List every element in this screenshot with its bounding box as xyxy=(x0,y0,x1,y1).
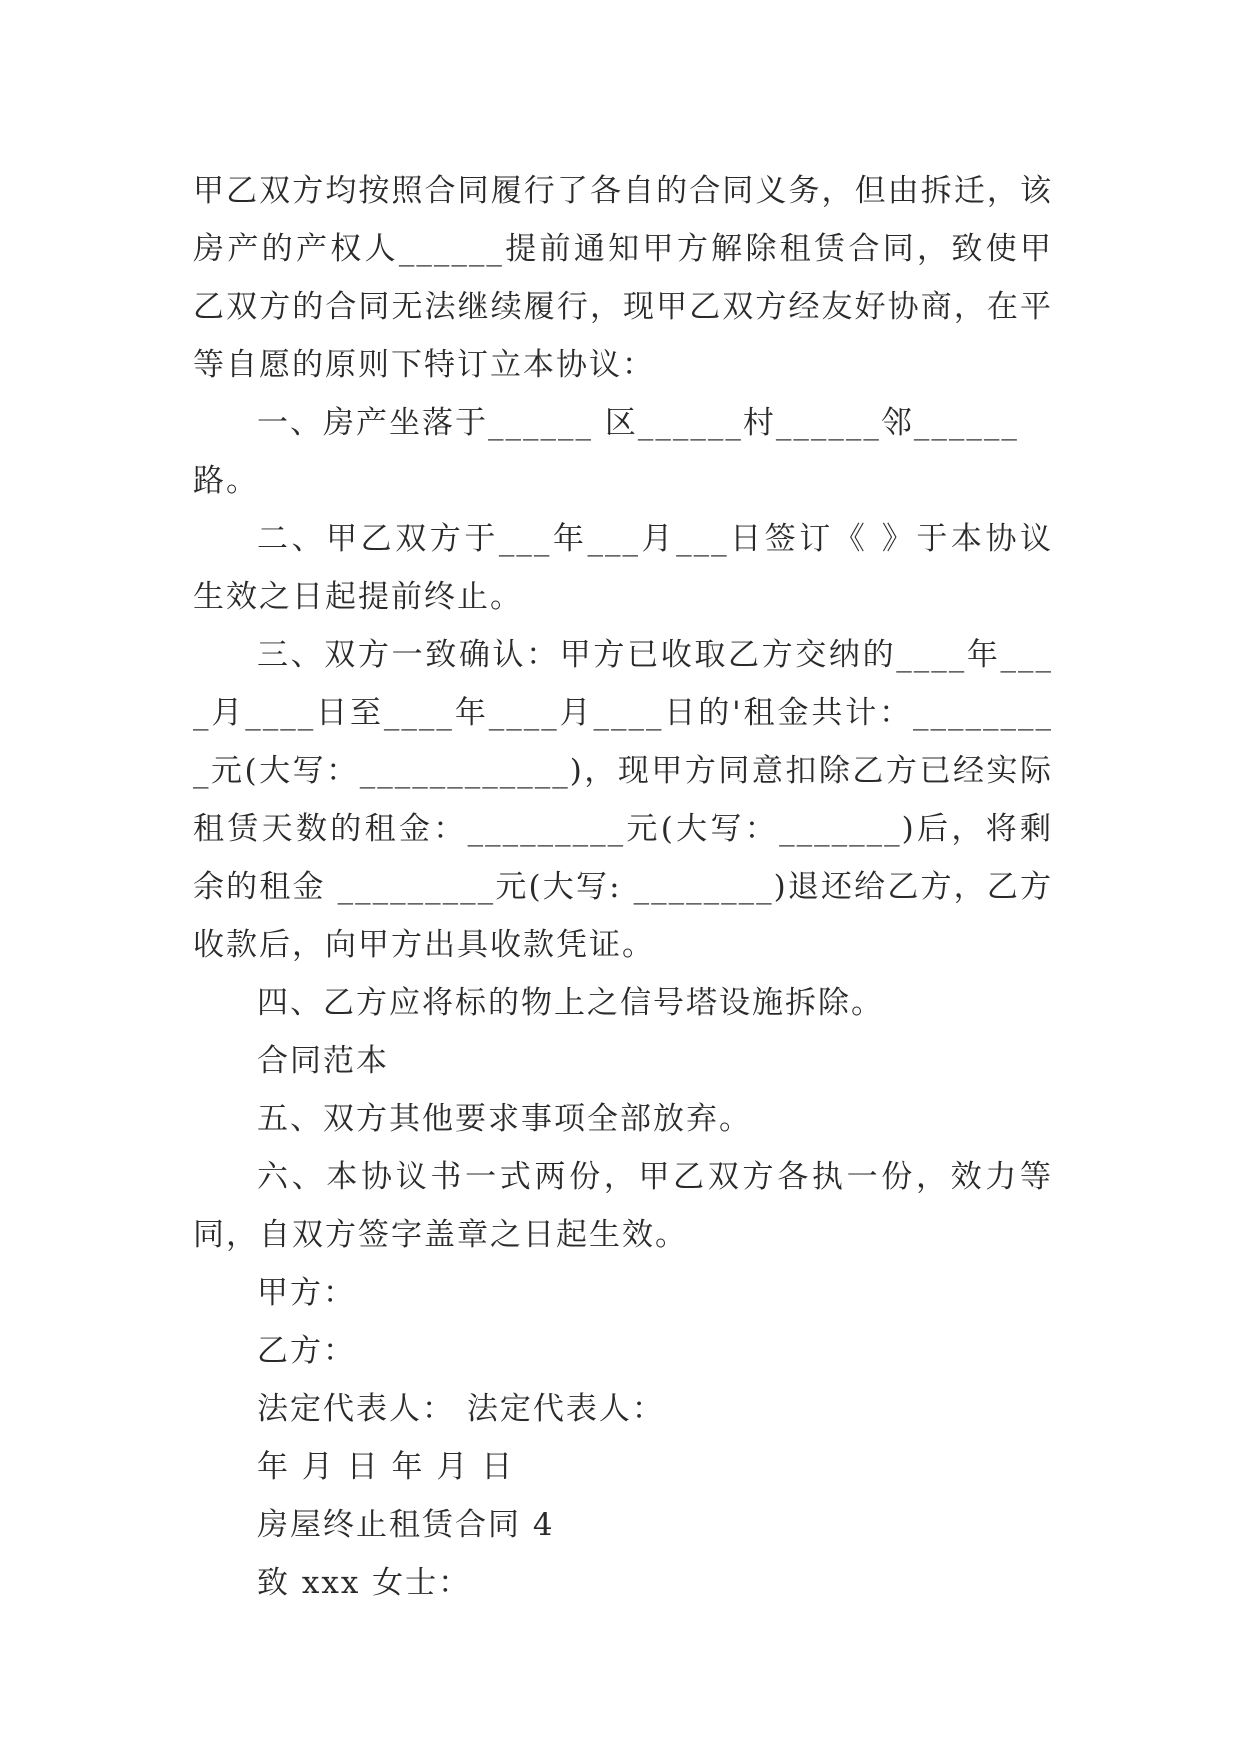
paragraph-contract-template: 合同范本 xyxy=(257,1043,389,1079)
salutation-line: 致 xxx 女士： xyxy=(257,1565,472,1601)
paragraph-clause-6: 六、本协议书一式两份，甲乙双方各执一份，效力等同，自双方签字盖章之日起生效。 xyxy=(193,1159,1053,1253)
paragraph-clause-4: 四、乙方应将标的物上之信号塔设施拆除。 xyxy=(257,985,884,1021)
party-a-label: 甲方： xyxy=(257,1275,356,1311)
paragraph-clause-5: 五、双方其他要求事项全部放弃。 xyxy=(257,1101,752,1137)
section-title: 房屋终止租赁合同 4 xyxy=(257,1507,555,1543)
paragraph-clause-2: 二、甲乙双方于___年___月___日签订《 》于本协议生效之日起提前终止。 xyxy=(193,521,1053,615)
legal-representatives-line: 法定代表人： 法定代表人： xyxy=(257,1391,665,1427)
party-b-label: 乙方： xyxy=(257,1333,356,1369)
signature-dates-line: 年 月 日 年 月 日 xyxy=(257,1449,515,1485)
document-body xyxy=(193,162,1053,1612)
paragraph-clause-3: 三、双方一致确认：甲方已收取乙方交纳的____年____月____日至____年____月____日的'租金共计：_________元(大写：____________)，现甲方同意扣除乙方已经实际租赁天数的租金：_________元(大写：_______)后，将剩余的租金 _________元(大写: ________)退还给乙方，乙方收款后，向甲方出具收款凭证。 xyxy=(193,637,1053,963)
paragraph-preamble: 甲乙双方均按照合同履行了各自的合同义务，但由拆迁，该房产的产权人______提前通知甲方解除租赁合同，致使甲乙双方的合同无法继续履行，现甲乙双方经友好协商，在平等自愿的原则下特订立本协议： xyxy=(193,173,1053,383)
paragraph-clause-1: 一、房产坐落于______ 区______村______邻______路。 xyxy=(193,405,1019,499)
